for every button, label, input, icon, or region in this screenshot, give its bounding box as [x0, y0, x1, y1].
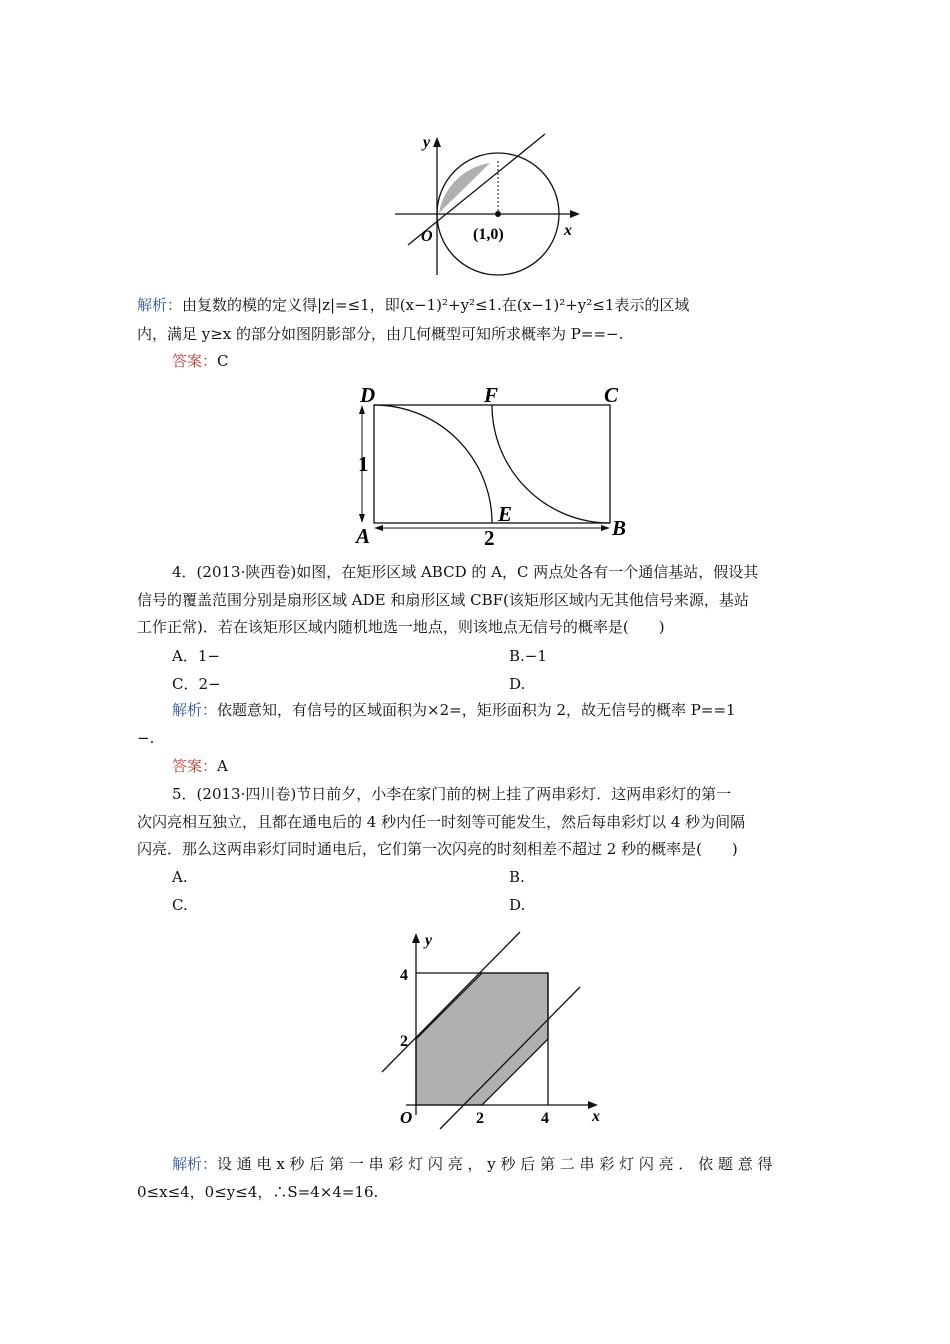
- sol4-text2: −.: [137, 729, 155, 747]
- label-side-1: 1: [358, 452, 369, 476]
- label-E: E: [498, 502, 513, 526]
- sol4-tag: 解析：: [172, 701, 218, 719]
- sol4-answer: [172, 755, 228, 777]
- sol4-answer-value: A: [217, 757, 228, 775]
- label-A: A: [356, 524, 371, 548]
- q5-option-d-text: D.: [509, 896, 526, 914]
- x-axis-label: x: [564, 222, 572, 239]
- q4-option-c-text: C．2−: [172, 675, 221, 693]
- figure-circle-svg: [390, 125, 590, 280]
- q4-option-a-text: A．1−: [172, 647, 220, 665]
- x-axis-label: x: [592, 1108, 600, 1125]
- q5-text2: 次闪亮相互独立，且都在通电后的 4 秒内任一时刻等可能发生，然后每串彩灯以 4 秒为间隔: [137, 813, 746, 831]
- sol3-answer-value: C: [217, 352, 229, 370]
- q4-option-d: [509, 673, 525, 695]
- label-D: D: [360, 383, 376, 407]
- tick-y-2: 2: [400, 1033, 408, 1050]
- sol5-text1: 设 通 电 x 秒 后 第 一 串 彩 灯 闪 亮 ， y 秒 后 第 二 串 彩 灯 闪 亮 ． 依 题 意 得: [217, 1155, 773, 1173]
- label-F: F: [484, 383, 499, 407]
- figure-rectangle: [352, 383, 642, 548]
- shaded-region: [439, 163, 490, 213]
- center-point-label: (1,0): [473, 226, 504, 243]
- q5-line3: [137, 838, 738, 860]
- q5-text3: 闪亮．那么这两串彩灯同时通电后，它们第一次闪亮的时刻相差不超过 2 秒的概率是( ): [137, 840, 738, 858]
- sol4-text1: 依题意知，有信号的区域面积为×2=，矩形面积为 2，故无信号的概率 P==1: [217, 701, 736, 719]
- q5-option-b: [509, 866, 525, 888]
- sol4-line2: [137, 727, 154, 749]
- sol5-tag: 解析：: [172, 1155, 218, 1173]
- y-axis-label: y: [425, 932, 433, 949]
- q4-option-d-text: D.: [509, 675, 526, 693]
- q4-option-c: [172, 673, 221, 695]
- q5-option-d: [509, 894, 525, 916]
- sol5-line2: [137, 1181, 378, 1203]
- q4-line3: [137, 616, 665, 638]
- sol5-text2: 0≤x≤4，0≤y≤4，∴S=4×4=16.: [137, 1183, 379, 1201]
- origin-label: O: [400, 1108, 413, 1127]
- q5-line1: [172, 783, 731, 805]
- sol3-answer: [172, 350, 229, 372]
- figure-square-region: [370, 925, 620, 1130]
- sol3-answer-tag: 答案：: [172, 352, 218, 370]
- sol4-line1: [172, 699, 736, 721]
- y-axis-label: y: [423, 134, 431, 151]
- q4-option-b: [509, 645, 547, 667]
- tick-x-2: 2: [476, 1110, 484, 1127]
- sol3-line1: [137, 294, 689, 316]
- q5-option-b-text: B.: [509, 868, 525, 886]
- sol3-line2: [137, 323, 623, 345]
- q5-option-a: [172, 866, 188, 888]
- q4-line1: [172, 561, 758, 583]
- sol5-line1: [172, 1153, 772, 1175]
- label-side-2: 2: [484, 526, 495, 550]
- q5-text1: 5．(2013·四川卷)节日前夕，小李在家门前的树上挂了两串彩灯．这两串彩灯的第一: [172, 785, 732, 803]
- q5-line2: [137, 811, 745, 833]
- q4-text1: 4．(2013·陕西卷)如图，在矩形区域 ABCD 的 A，C 两点处各有一个通信基站，假设其: [172, 563, 759, 581]
- q5-option-c-text: C.: [172, 896, 188, 914]
- tick-y-4: 4: [400, 967, 408, 984]
- q4-text2: 信号的覆盖范围分别是扇形区域 ADE 和扇形区域 CBF(该矩形区域内无其他信号来源，基站: [137, 591, 749, 609]
- tick-x-4: 4: [541, 1110, 549, 1127]
- sol3-text1: 由复数的模的定义得|z|=≤1，即(x−1)²+y²≤1.在(x−1)²+y²≤1表示的区域: [182, 296, 690, 314]
- figure-circle-line: [390, 125, 590, 280]
- sol3-text2: 内，满足 y≥x 的部分如图阴影部分，由几何概型可知所求概率为 P==−.: [137, 325, 624, 343]
- q4-text3: 工作正常)．若在该矩形区域内随机地选一地点，则该地点无信号的概率是( ): [137, 618, 665, 636]
- figure-rectangle-svg: [352, 383, 642, 548]
- label-C: C: [604, 383, 619, 407]
- q4-line2: [137, 589, 749, 611]
- q5-option-a-text: A.: [172, 868, 188, 886]
- label-B: B: [612, 516, 627, 540]
- q4-option-b-text: B.−1: [509, 647, 547, 665]
- q5-option-c: [172, 894, 188, 916]
- sol3-tag: 解析：: [137, 296, 183, 314]
- sol4-answer-tag: 答案：: [172, 757, 218, 775]
- figure-square-svg: [370, 925, 620, 1130]
- q4-option-a: [172, 645, 220, 667]
- origin-label: O: [421, 228, 433, 245]
